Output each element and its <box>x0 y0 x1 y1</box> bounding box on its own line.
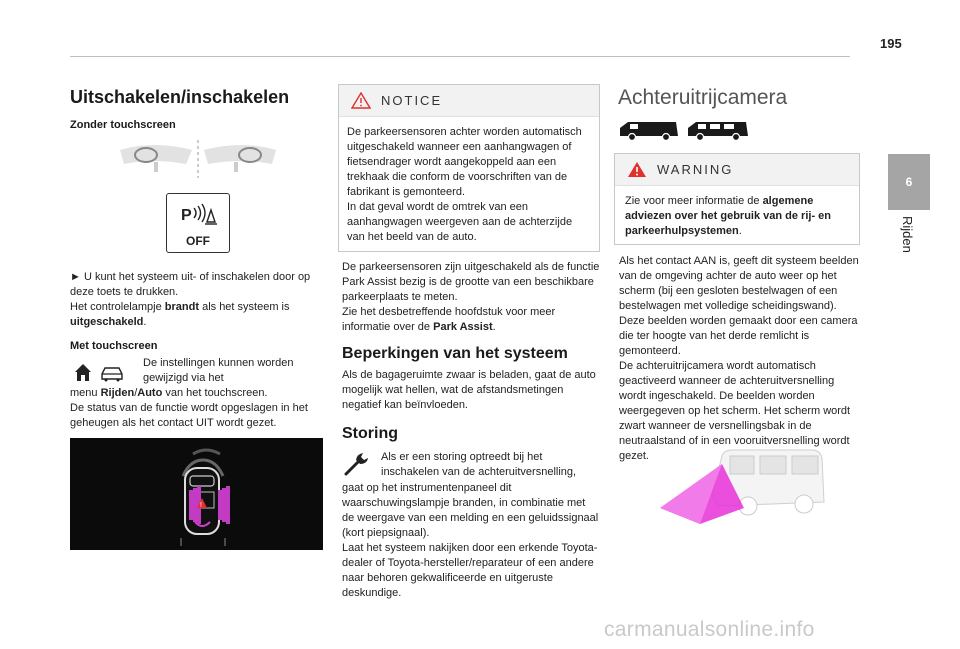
chapter-tab[interactable]: 6 <box>888 154 930 210</box>
notice-header <box>339 85 599 117</box>
wrench-icon <box>342 450 374 478</box>
section-title-achteruitrijcamera: Achteruitrijcamera <box>618 86 788 109</box>
warning-body <box>615 186 859 247</box>
paragraph-toggle: ► U kunt het systeem uit- of inschakelen door op deze toets te drukken. <box>70 271 311 298</box>
col1-body-text <box>70 270 325 354</box>
parking-display-image <box>70 438 323 550</box>
notice-paragraph-1: De parkeersensoren achter worden automatisch uitgeschakeld wanneer een aanhangwagen of fietsendrager wordt aangekoppeld aan een trekhaak die conform de voorschriften van de fabrikant is gemonteerd. <box>347 126 582 198</box>
subheading-met-touchscreen: Met touchscreen <box>70 340 158 352</box>
page-number: 195 <box>880 36 902 51</box>
notice-paragraph-2: In dat geval wordt de omtrek van een aanhangwagen weergeven aan de achterzijde van het beeld van de auto. <box>347 201 573 243</box>
parking-sensor-icon <box>167 194 229 234</box>
column-1 <box>70 86 325 133</box>
car-settings-icon <box>102 368 122 382</box>
section-title-uitschakelen: Uitschakelen/inschakelen <box>70 87 290 107</box>
touchscreen-instruction-b <box>70 386 325 431</box>
footer-watermark: carmanualsonline.info <box>604 618 815 641</box>
paragraph-storing-dealer: Laat het systeem nakijken door een erkende Toyota-dealer of Toyota-hersteller/reparateur of een andere naar behoren gekwalificeerde en uitgeruste deskundige. <box>342 542 598 599</box>
paragraph-camera-activation: De achteruitrijcamera wordt automatisch geactiveerd wanneer de achteruitversnelling wordt ingeschakeld. De beelden worden weergegeven op het scherm. Het scherm wordt zwart wanneer de versnellingsbak in de neutraalstand of in een vooruitversnelling wordt gezet. <box>619 360 851 462</box>
chapter-label-text: Rijden <box>900 216 915 253</box>
svg-text:!: ! <box>200 502 202 509</box>
col3-body <box>619 254 859 464</box>
header-rule <box>70 56 850 57</box>
heading-storing: Storing <box>342 425 398 442</box>
storing-body <box>342 481 600 601</box>
menu-icons <box>72 360 136 384</box>
warning-triangle-icon <box>627 161 647 178</box>
off-label: OFF <box>186 234 210 248</box>
storing-paragraph-a: Als er een storing optreedt bij het inschakelen van de achteruitversnelling, <box>381 451 577 478</box>
chapter-label <box>895 216 919 286</box>
subheading-zonder-touchscreen: Zonder touchscreen <box>70 119 176 131</box>
paragraph-park-assist: De parkeersensoren zijn uitgeschakeld als de functie Park Assist bezig is de grootte van een beschikbare parkeerplaats te meten. <box>342 261 600 303</box>
touchscreen-instruction-a: De instellingen kunnen worden gewijzigd via het <box>143 357 294 384</box>
paragraph-beperkingen: Als de bagageruimte zwaar is beladen, gaat de auto mogelijk wat hellen, wat de afstandsmetingen negatief kan beïnvloeden. <box>342 369 596 411</box>
parking-sensor-display <box>70 438 323 550</box>
paragraph-camera-description: Als het contact AAN is, geeft dit systeem beelden van de omgeving achter de auto weer op het scherm (bij een gesloten bestelwagen of een bestelwagen met volledige scheidingswand). Deze beelden worden gemaakt door een camera die ter hoogte van het derde remlicht is gemonteerd. <box>619 255 859 357</box>
heading-beperkingen: Beperkingen van het systeem <box>342 345 568 362</box>
paragraph-storing-lamp: gaat op het instrumentenpaneel dit waarschuwingslampje branden, in combinatie met de weergave van een melding en een geluidssignaal (kort piepsignaal). <box>342 482 599 539</box>
home-icon <box>75 364 91 381</box>
parking-sensor-off-button[interactable] <box>166 193 230 253</box>
svg-text:P: P <box>181 207 192 224</box>
rear-camera-illustration <box>652 446 828 532</box>
notice-body <box>339 117 599 253</box>
paragraph-indicator: Het controlelampje brandt als het systeem is uitgeschakeld. <box>70 301 290 328</box>
notice-title: NOTICE <box>381 93 443 108</box>
vehicle-icons <box>618 116 752 144</box>
paragraph-memory: De status van de functie wordt opgeslagen in het geheugen als het contact UIT wordt gezet. <box>70 402 308 429</box>
steering-wheel-illustration <box>116 138 280 180</box>
paragraph-menu-path: menu Rijden/Auto van het touchscreen. <box>70 387 268 399</box>
col2-body <box>342 260 600 444</box>
van-icon <box>620 122 678 141</box>
van-with-windows-icon <box>688 122 748 141</box>
column-3 <box>618 86 858 110</box>
warning-box <box>614 153 860 245</box>
paragraph-park-assist-ref: Zie het desbetreffende hoofdstuk voor meer informatie over de Park Assist. <box>342 306 556 333</box>
notice-warning-icon <box>351 92 371 109</box>
warning-paragraph: Zie voor meer informatie de algemene adviezen over het gebruik van de rij- en parkeerhulpsystemen. <box>625 195 832 237</box>
warning-header <box>615 154 859 186</box>
notice-box <box>338 84 600 252</box>
warning-title: WARNING <box>657 162 734 177</box>
